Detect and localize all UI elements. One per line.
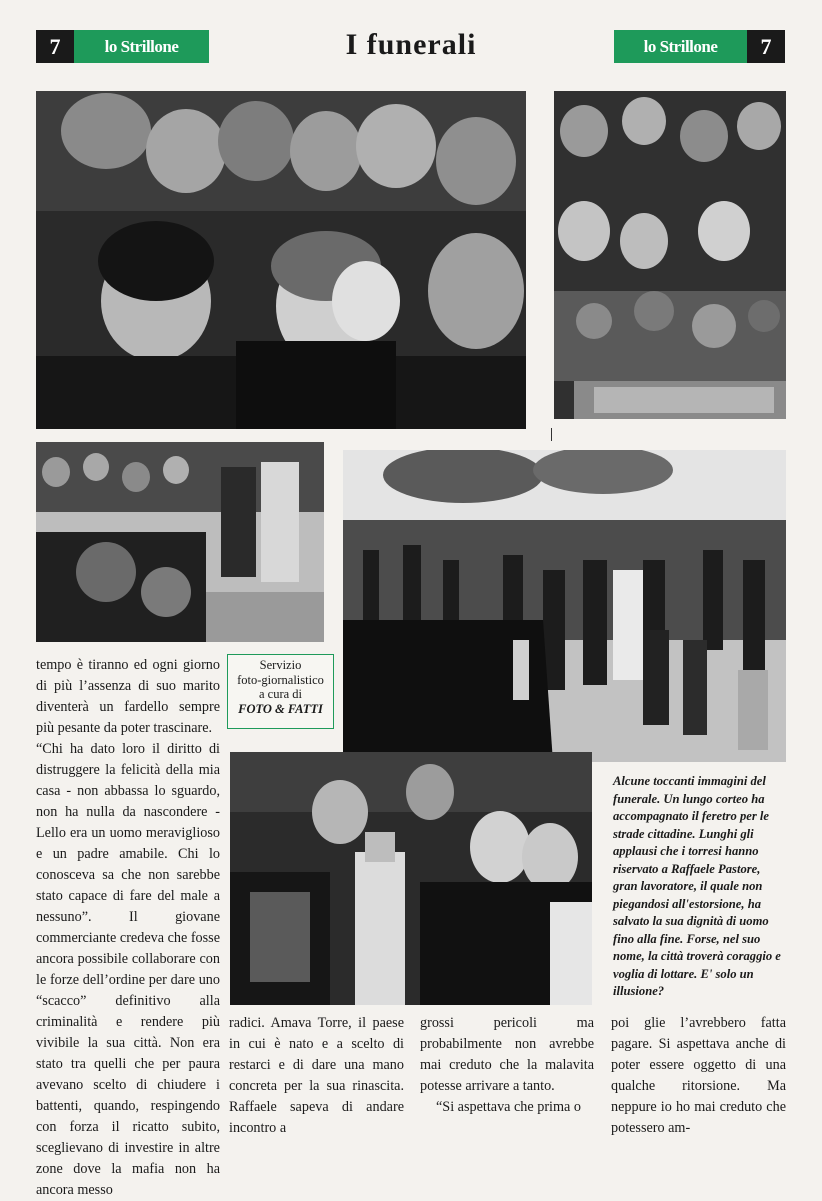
photo-coffin-crowd <box>36 442 324 642</box>
brand-label-right: lo Strillone <box>614 30 747 63</box>
article-col1-top <box>36 655 220 739</box>
article-paragraph: “Si aspettava che prima o <box>436 1099 581 1115</box>
credit-line-2: foto-giornalistico <box>237 672 324 687</box>
article-col4 <box>611 1013 786 1139</box>
article-paragraph: tempo è tiranno ed ogni giorno di più l’assenza di suo marito diventerà un fardello sempre più pesante da poter trascinare. <box>36 657 220 736</box>
brand-label-left: lo Strillone <box>74 30 209 63</box>
photo-mourners-closeup <box>36 91 526 429</box>
photo-divider-tick <box>551 428 552 441</box>
credit-line-3: a cura di <box>258 687 303 701</box>
article-paragraph: grossi pericoli ma probabilmente non avrebbe mai creduto che la malavita potesse arrivare a tanto. <box>420 1015 594 1094</box>
article-col1-main <box>36 739 220 1201</box>
article-paragraph: “Chi ha dato loro il diritto di distruggere la felicità della mia casa - non abbassa lo sguardo, non ha nulla da nascondere - Lello era un uomo meraviglioso e un padre amabile. Chi lo conosceva sa che non sarebbe stato capace di fare del male a nessuno”. Il giovane commerciante credeva che fosse ancora possibile collaborare con le forze dell’ordine per dare uno “scacco” definitivo alla criminalità e rendere più vivibile la sua città. Non era stato tra quelli che per paura avevano scelto di chiudere i battenti, quando, respingendo con forza il ricatto subito, sceglievano di investire in altre zone dove la mafia non ha ancora messo <box>36 741 220 1198</box>
article-paragraph: radici. Amava Torre, il paese in cui è nato e a scelto di restarci e di dare una mano concreta per la sua rinascita. Raffaele sapeva di andare incontro a <box>229 1015 404 1136</box>
credit-line-1: Servizio <box>259 658 302 672</box>
photo-mourners-lantern <box>230 752 592 1005</box>
page-number-right: 7 <box>747 30 785 63</box>
page-title: I funerali <box>345 28 477 61</box>
credit-line-4: FOTO & FATTI <box>238 701 323 716</box>
article-col2 <box>229 1013 404 1139</box>
article-paragraph: poi glie l’avrebbero fatta pagare. Si aspettava anche di poter essere oggetto di una qualche ritorsione. Ma neppure io ho mai creduto che potessero am- <box>611 1015 786 1136</box>
photo-coffin-flowers <box>554 91 786 419</box>
article-col3 <box>420 1013 594 1118</box>
photo-funeral-procession <box>343 450 786 762</box>
page-number-left: 7 <box>36 30 74 63</box>
photo-credit-box <box>227 654 334 729</box>
photo-caption: Alcune toccanti immagini del funerale. Un lungo corteo ha accompagnato il feretro per le strade cittadine. Lunghi gli applausi che i torresi hanno riservato a Raffaele Pastore, gran lavoratore, il quale non piegandosi all'estorsione, ha salvato la sua dignità di uomo fino alla fine. Forse, nel suo nome, la città troverà coraggio e voglia di lottare. E' solo un illusione? <box>613 774 781 998</box>
